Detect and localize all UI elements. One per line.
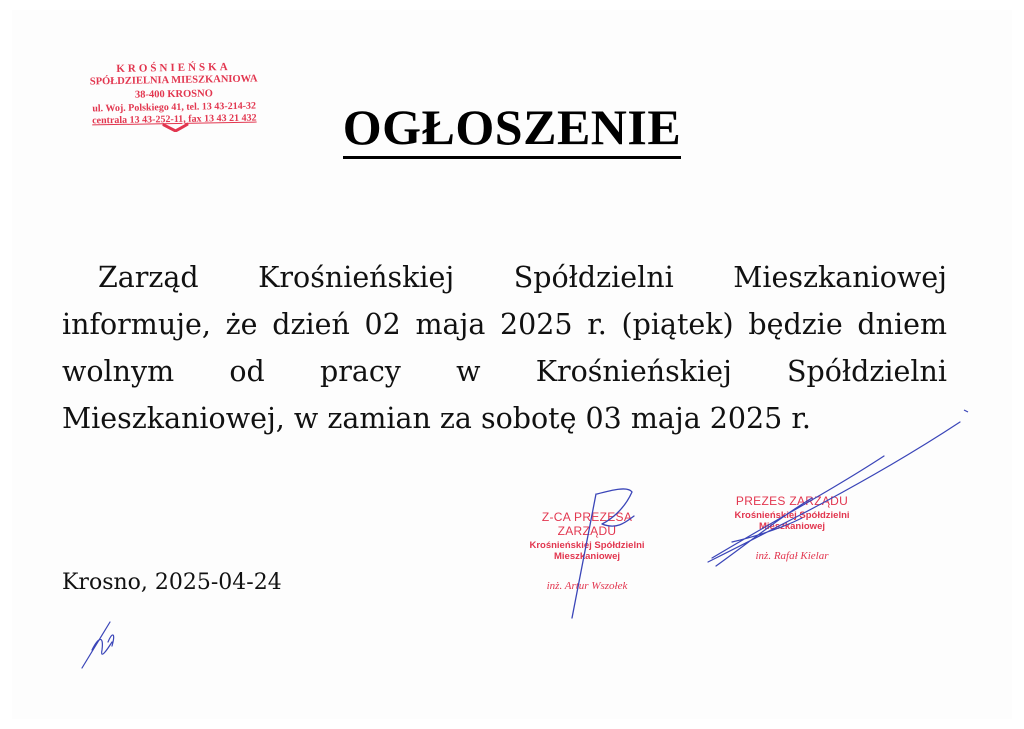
- place-date: Krosno, 2025-04-24: [62, 570, 282, 595]
- signature-org: Krośnieńskiej Spółdzielni Mieszkaniowej: [734, 510, 850, 532]
- signature-org: Krośnieńskiej Spółdzielni Mieszkaniowej: [529, 540, 645, 562]
- stamp-line: 38-400 KROSNO: [134, 88, 213, 101]
- document-page: [12, 10, 1012, 719]
- stamp-line: SPÓŁDZIELNIA MIESZKANIOWA: [89, 73, 258, 88]
- title-text: OGŁOSZENIE: [343, 102, 681, 159]
- signature-role: PREZES ZARZĄDU: [735, 494, 849, 508]
- signature-name: inż. Artur Wszołek: [546, 580, 628, 592]
- stamp-line: ul. Woj. Polskiego 41, tel. 13 43-214-32: [92, 100, 257, 115]
- signature-role: Z-CA PREZESA ZARZĄDU: [541, 510, 633, 538]
- page-title: [12, 99, 1012, 159]
- stamp-line: KROŚNIEŃSKA: [116, 61, 231, 76]
- signature-stroke: [82, 622, 114, 668]
- president-signature-stamp: [712, 494, 872, 562]
- signature-name: inż. Rafał Kielar: [755, 550, 829, 562]
- stamp-line: centrala 13 43-252-11, fax 13 43 21 432: [92, 112, 257, 127]
- signature-stroke: [964, 410, 968, 412]
- vice-president-signature-stamp: [512, 510, 662, 592]
- announcement-text: Zarząd Krośnieńskiej Spółdzielni Mieszkaniowej informuje, że dzień 02 maja 2025 r. (piątek) będzie dniem wolnym od pracy w Krośnieńskiej Spółdzielni Mieszkaniowej, w zamian za sobotę 03 maja 2025 r.: [62, 261, 947, 435]
